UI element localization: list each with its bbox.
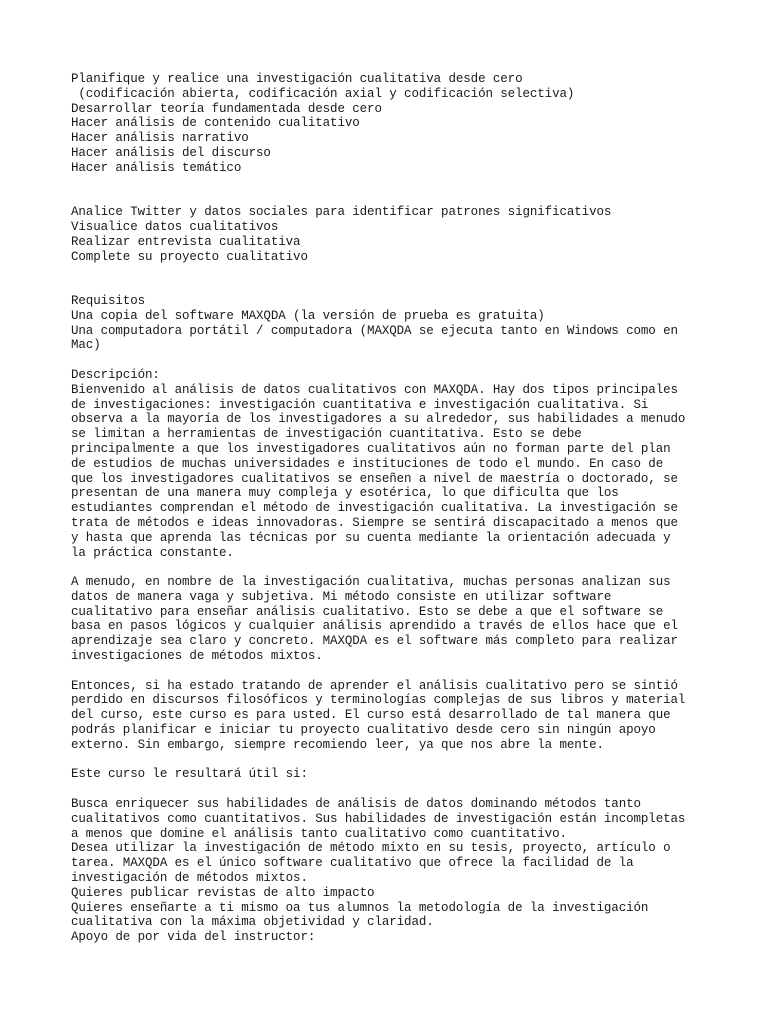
spacer xyxy=(71,664,731,679)
useful-heading: Este curso le resultará útil si: xyxy=(71,767,308,782)
text-line: Complete su proyecto cualitativo xyxy=(71,249,308,264)
text-line: del curso, este curso es para usted. El curso está desarrollado de tal manera que xyxy=(71,708,671,723)
text-line: Una copia del software MAXQDA (la versión de prueba es gratuita) xyxy=(71,308,545,323)
text-line: Realizar entrevista cualitativa xyxy=(71,234,301,249)
text-line: Entonces, si ha estado tratando de aprender el análisis cualitativo pero se sintió xyxy=(71,678,678,693)
text-line: Planifique y realice una investigación cualitativa desde cero xyxy=(71,72,523,86)
objectives-list-2 xyxy=(71,205,731,264)
text-line: principalmente a que los investigadores cualitativos aún no forman parte del plan xyxy=(71,441,671,456)
text-line: externo. Sin embargo, siempre recomiendo leer, ya que nos abre la mente. xyxy=(71,737,604,752)
text-line: Visualice datos cualitativos xyxy=(71,219,279,234)
text-line: de estudios de muchas universidades e instituciones de todo el mundo. En caso de xyxy=(71,456,664,471)
description-paragraph-2 xyxy=(71,575,731,664)
description-section xyxy=(71,368,731,560)
useful-list xyxy=(71,797,731,945)
text-line: de investigaciones: investigación cuantitativa e investigación cualitativa. Si xyxy=(71,397,649,412)
text-line: y hasta que aprenda las técnicas por su cuenta mediante la orientación adecuada y xyxy=(71,530,671,545)
text-line: Quieres enseñarte a ti mismo oa tus alumnos la metodología de la investigación xyxy=(71,900,649,915)
text-line: tarea. MAXQDA es el único software cualitativo que ofrece la facilidad de la xyxy=(71,856,634,871)
text-line: Mac) xyxy=(71,338,101,353)
text-line: Hacer análisis narrativo xyxy=(71,131,249,146)
spacer xyxy=(71,264,731,294)
text-line: perdido en discursos filosóficos y terminologías complejas de sus libros y material xyxy=(71,693,686,708)
text-line: a menos que domine el análisis tanto cualitativo como cuantitativo. xyxy=(71,826,567,841)
text-line: observa a la mayoría de los investigadores a su alrededor, sus habilidades a menudo xyxy=(71,412,686,427)
text-line: aprendizaje sea claro y concreto. MAXQDA es el software más completo para realizar xyxy=(71,634,678,649)
text-line: A menudo, en nombre de la investigación cualitativa, muchas personas analizan sus xyxy=(71,575,671,590)
text-line: la práctica constante. xyxy=(71,545,234,560)
text-line: investigación de métodos mixtos. xyxy=(71,871,308,886)
text-line: podrás planificar e iniciar tu proyecto cualitativo desde cero sin ningún apoyo xyxy=(71,723,656,738)
spacer xyxy=(71,353,731,368)
text-line: Hacer análisis de contenido cualitativo xyxy=(71,116,360,131)
text-line: Apoyo de por vida del instructor: xyxy=(71,930,316,945)
requirements-heading: Requisitos xyxy=(71,293,146,308)
objectives-list-1 xyxy=(71,72,731,176)
spacer xyxy=(71,560,731,575)
text-line: Bienvenido al análisis de datos cualitativos con MAXQDA. Hay dos tipos principales xyxy=(71,382,678,397)
text-line: Una computadora portátil / computadora (MAXQDA se ejecuta tanto en Windows como en xyxy=(71,323,678,338)
text-line: Quieres publicar revistas de alto impacto xyxy=(71,885,375,900)
spacer xyxy=(71,753,731,768)
spacer xyxy=(71,782,731,797)
requirements-section xyxy=(71,294,731,353)
text-line: que los investigadores cualitativos se enseñen a nivel de maestría o doctorado, se xyxy=(71,471,678,486)
text-line: datos de manera vaga y subjetiva. Mi método consiste en utilizar software xyxy=(71,589,612,604)
document-page xyxy=(71,72,731,945)
text-line: Analice Twitter y datos sociales para identificar patrones significativos xyxy=(71,205,612,220)
text-line: cualitativa con la máxima objetividad y claridad. xyxy=(71,915,434,930)
text-line: Desea utilizar la investigación de método mixto en su tesis, proyecto, artículo o xyxy=(71,841,671,856)
text-line: cualitativo para enseñar análisis cualitativo. Esto se debe a que el software se xyxy=(71,604,664,619)
text-line: Hacer análisis del discurso xyxy=(71,145,271,160)
description-paragraph-3 xyxy=(71,679,731,753)
text-line: cualitativos como cuantitativos. Sus habilidades de investigación están incompletas xyxy=(71,811,686,826)
text-line: presentan de una manera muy compleja y esotérica, lo que dificulta que los xyxy=(71,486,619,501)
text-line: se limitan a herramientas de investigación cuantitativa. Esto se debe xyxy=(71,427,582,442)
text-line: investigaciones de métodos mixtos. xyxy=(71,649,323,664)
spacer xyxy=(71,176,731,206)
text-line: basa en pasos lógicos y cualquier análisis aprendido a través de ellos hace que el xyxy=(71,619,678,634)
text-line: Busca enriquecer sus habilidades de análisis de datos dominando métodos tanto xyxy=(71,797,641,812)
description-heading: Descripción: xyxy=(71,367,160,382)
text-line: Desarrollar teoría fundamentada desde cero xyxy=(71,101,382,116)
text-line: estudiantes comprendan el método de investigación cualitativa. La investigación se xyxy=(71,501,678,516)
text-line: trata de métodos e ideas innovadoras. Siempre se sentirá discapacitado a menos que xyxy=(71,515,678,530)
text-line: Hacer análisis temático xyxy=(71,160,242,175)
text-line: (codificación abierta, codificación axial y codificación selectiva) xyxy=(71,86,575,101)
